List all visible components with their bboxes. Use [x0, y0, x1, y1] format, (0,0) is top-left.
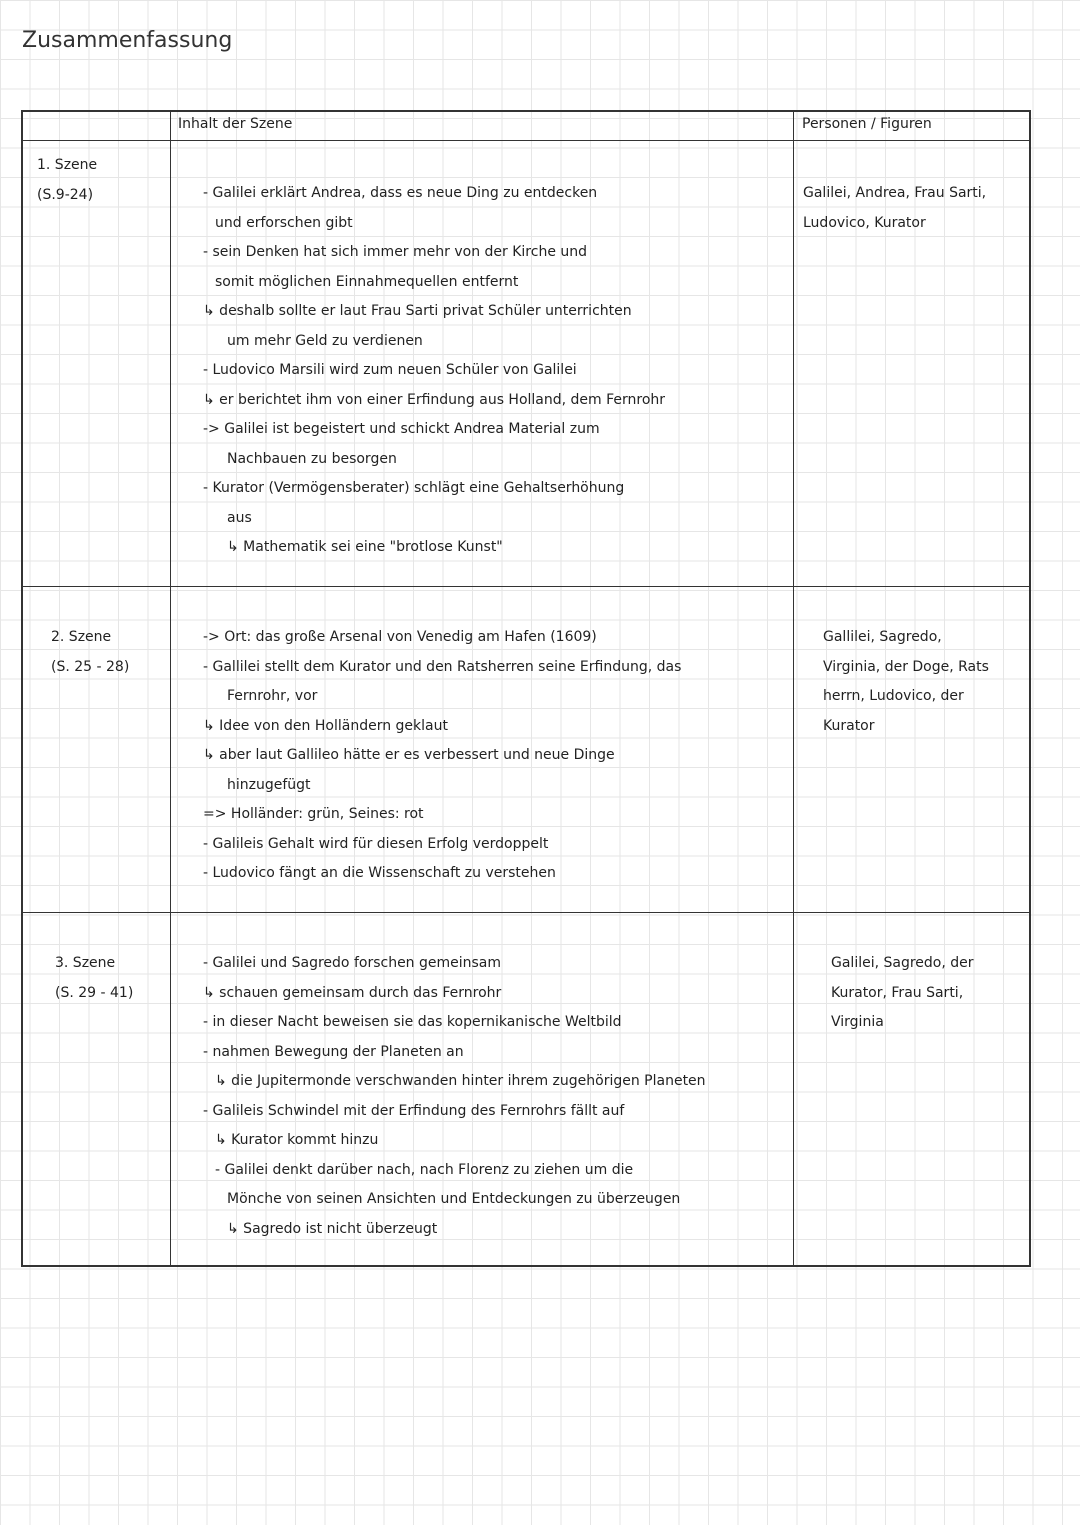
scene-2-line: Fernrohr, vor [227, 688, 318, 704]
scene-3-line: Mönche von seinen Ansichten und Entdeckungen zu überzeugen [227, 1191, 681, 1207]
scene-1-line: somit möglichen Einnahmequellen entfernt [215, 273, 519, 290]
scene-2-name: 2. Szene [51, 629, 112, 645]
scene-3-name: 3. Szene [55, 955, 116, 971]
scene-1-persons [803, 179, 986, 238]
scene-1-line: Nachbauen zu besorgen [227, 450, 397, 467]
scene-3-person-line: Kurator, Frau Sarti, [831, 984, 964, 1001]
scene-3-persons [831, 949, 974, 1038]
scene-1-line: -> Galilei ist begeistert und schickt Andrea Material zum [203, 421, 600, 437]
scene-3-line: - nahmen Bewegung der Planeten an [203, 1043, 464, 1060]
scene-2-line: -> Ort: das große Arsenal von Venedig am Hafen (1609) [203, 629, 597, 645]
scene-1-content [203, 179, 665, 563]
scene-1-name: 1. Szene [37, 157, 98, 173]
scene-2-line: ↳ aber laut Gallileo hätte er es verbessert und neue Dinge [203, 747, 615, 763]
scene-2-person-line: Virginia, der Doge, Rats [823, 658, 989, 675]
scene-1-line: - Galilei erklärt Andrea, dass es neue Ding zu entdecken [203, 185, 598, 201]
scene-1-line: ↳ deshalb sollte er laut Frau Sarti privat Schüler unterrichten [203, 303, 632, 319]
scene-3-line: ↳ schauen gemeinsam durch das Fernrohr [203, 984, 502, 1001]
scene-3-person-line: Galilei, Sagredo, der [831, 955, 974, 971]
header-content: Inhalt der Szene [178, 116, 293, 132]
scene-1-line: aus [227, 509, 252, 526]
scene-3-line: ↳ Sagredo ist nicht überzeugt [227, 1220, 438, 1237]
scene-1-line: ↳ er berichtet ihm von einer Erfindung aus Holland, dem Fernrohr [203, 391, 666, 408]
scene-2-line: ↳ Idee von den Holländern geklaut [203, 717, 448, 734]
header-persons: Personen / Figuren [802, 116, 932, 132]
scene-1-line: ↳ Mathematik sei eine "brotlose Kunst" [227, 539, 503, 555]
scene-2-persons [823, 623, 989, 741]
scene-3-content [203, 949, 706, 1244]
scene-2-person-line: Gallilei, Sagredo, [823, 629, 942, 645]
row-divider-2 [23, 912, 1029, 913]
scene-2-person-line: Kurator [823, 717, 875, 734]
scene-3-line: ↳ Kurator kommt hinzu [215, 1132, 379, 1148]
scene-2-line: - Galileis Gehalt wird für diesen Erfolg verdoppelt [203, 835, 549, 852]
column-divider-2 [793, 112, 794, 1265]
scene-1-person-line: Ludovico, Kurator [803, 214, 926, 231]
column-divider-1 [170, 112, 171, 1265]
scene-2-line: - Ludovico fängt an die Wissenschaft zu verstehen [203, 865, 556, 881]
scene-2-content [203, 623, 681, 889]
header-divider [23, 140, 1029, 141]
scene-2-line: => Holländer: grün, Seines: rot [203, 806, 424, 822]
scene-2-label [51, 623, 129, 682]
scene-3-pages: (S. 29 - 41) [55, 984, 134, 1001]
scene-2-person-line: herrn, Ludovico, der [823, 688, 964, 704]
scene-1-line: - Ludovico Marsili wird zum neuen Schüler von Galilei [203, 362, 577, 378]
scene-1-line: - Kurator (Vermögensberater) schlägt eine Gehaltserhöhung [203, 480, 625, 496]
scene-1-line: - sein Denken hat sich immer mehr von der Kirche und [203, 244, 588, 260]
scene-2-line: - Gallilei stellt dem Kurator und den Ratsherren seine Erfindung, das [203, 658, 682, 675]
scene-3-line: - Galilei und Sagredo forschen gemeinsam [203, 955, 502, 971]
scene-3-line: - Galileis Schwindel mit der Erfindung des Fernrohrs fällt auf [203, 1102, 625, 1119]
scene-3-line: ↳ die Jupitermonde verschwanden hinter ihrem zugehörigen Planeten [215, 1073, 706, 1089]
scene-1-line: um mehr Geld zu verdienen [227, 332, 423, 349]
row-divider-1 [23, 586, 1029, 587]
scene-1-label [37, 151, 97, 210]
scene-2-line: hinzugefügt [227, 776, 311, 793]
scene-3-line: - in dieser Nacht beweisen sie das kopernikanische Weltbild [203, 1014, 622, 1030]
scene-3-person-line: Virginia [831, 1014, 884, 1030]
scene-1-person-line: Galilei, Andrea, Frau Sarti, [803, 185, 987, 201]
scene-1-pages: (S.9-24) [37, 186, 94, 203]
scene-2-pages: (S. 25 - 28) [51, 658, 130, 675]
scene-3-label [55, 949, 133, 1008]
scene-1-line: und erforschen gibt [215, 214, 353, 231]
summary-table [21, 110, 1031, 1267]
scene-3-line: - Galilei denkt darüber nach, nach Florenz zu ziehen um die [215, 1161, 634, 1178]
page-title: Zusammenfassung [22, 28, 233, 53]
